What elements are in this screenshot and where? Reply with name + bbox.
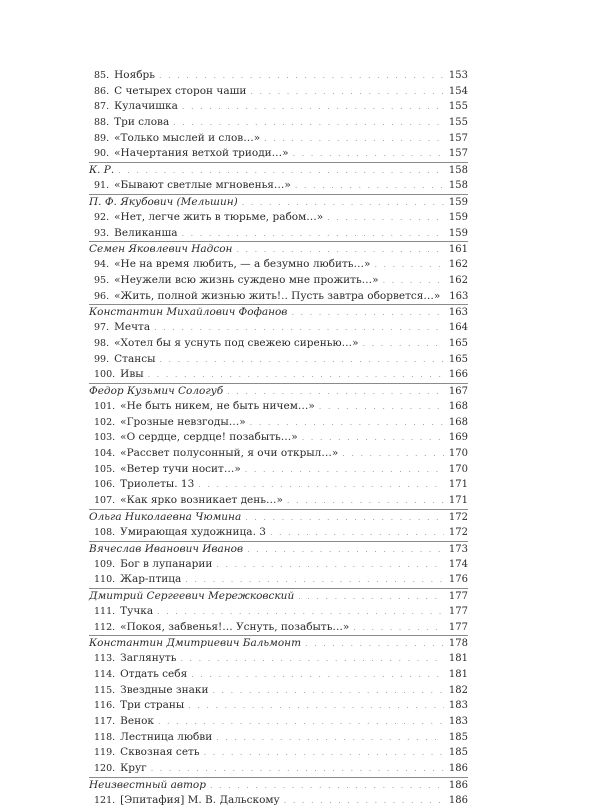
author-page-number: 167 (448, 386, 468, 397)
entry-title: Мечта (114, 321, 151, 334)
leader-dots (305, 636, 444, 651)
author-name: Константин Дмитриевич Бальмонт (89, 637, 302, 650)
toc-entry (89, 289, 468, 305)
entry-title: Заглянуть (120, 652, 177, 665)
entry-number: 93. (94, 227, 110, 239)
entry-title: Умирающая художница. 3 (120, 525, 266, 538)
leader-dots (363, 336, 444, 352)
entry-number: 110. (94, 574, 116, 586)
leader-dots (159, 352, 444, 368)
entry-title-wrap (89, 620, 349, 636)
entry-title: «Рассвет полусонный, я очи открыл…» (120, 447, 339, 460)
author-page-number: 159 (448, 196, 468, 208)
toc-section (89, 68, 468, 162)
leader-dots (158, 714, 444, 730)
entry-page-number: 162 (448, 259, 468, 271)
leader-dots (327, 210, 444, 226)
toc-entry (89, 430, 468, 446)
author-heading (89, 635, 468, 651)
toc-section (89, 635, 468, 777)
entry-title: [Эпитафия] М. В. Дальскому (120, 793, 280, 806)
entry-page-number: 172 (448, 526, 468, 538)
author-name: Дмитрий Сергеевич Мережковский (89, 589, 295, 602)
entry-title: Ивы (120, 368, 144, 381)
entry-title-wrap (89, 698, 184, 714)
entry-title-wrap (89, 131, 260, 147)
leader-dots (182, 226, 444, 242)
entry-page-number: 185 (448, 731, 468, 743)
entry-title-wrap (89, 68, 155, 84)
toc-entry (89, 320, 468, 336)
entry-title-wrap (89, 761, 147, 777)
entry-title: «О сердце, сердце! позабыть…» (120, 431, 298, 444)
leader-dots (204, 745, 444, 761)
leader-dots (270, 525, 444, 541)
toc-entry (89, 84, 468, 100)
entry-number: 109. (94, 558, 116, 570)
leader-dots (293, 146, 444, 162)
entry-title: Три страны (120, 699, 185, 712)
toc-entry (89, 477, 468, 493)
entry-title: «Как ярко возникает день…» (120, 494, 283, 507)
toc-entry (89, 620, 468, 636)
entry-title-wrap (89, 745, 200, 761)
leader-dots (210, 778, 444, 793)
entry-title-wrap (89, 477, 194, 493)
entry-number: 103. (94, 432, 116, 444)
entry-title-wrap (89, 493, 283, 509)
author-heading (89, 304, 468, 320)
toc-section (89, 304, 468, 383)
entry-page-number: 183 (448, 716, 468, 727)
entry-title: Венок (120, 715, 154, 727)
entry-page-number: 177 (448, 605, 468, 617)
entry-number: 85. (94, 70, 110, 81)
entry-number: 100. (94, 369, 116, 381)
toc-entry (89, 257, 468, 273)
author-page-number: 173 (448, 543, 468, 555)
toc-section (89, 194, 468, 241)
entry-number: 118. (94, 731, 116, 743)
entry-page-number: 159 (448, 211, 468, 223)
entry-title-wrap (89, 84, 246, 100)
entry-title-wrap (89, 714, 154, 730)
author-name: Семен Яковлевич Надсон (89, 243, 233, 256)
leader-dots (342, 446, 444, 462)
leader-dots (182, 99, 444, 115)
toc-entry (89, 572, 468, 588)
entry-title: Отдать себя (120, 667, 188, 680)
entry-number: 104. (94, 448, 116, 460)
leader-dots (236, 242, 444, 257)
leader-dots (245, 510, 444, 525)
toc-entry (89, 557, 468, 573)
entry-title: Великанша (114, 226, 178, 239)
leader-dots (191, 667, 444, 683)
toc-entry (89, 683, 468, 699)
entry-page-number: 155 (448, 117, 468, 129)
leader-dots (118, 163, 444, 178)
leader-dots (185, 572, 444, 588)
toc-entry (89, 462, 468, 478)
entry-page-number: 164 (448, 322, 468, 334)
entry-page-number: 168 (448, 401, 468, 412)
author-heading (89, 541, 468, 557)
entry-title: Тучка (120, 604, 154, 617)
entry-title-wrap (89, 683, 208, 699)
author-name: Вячеслав Иванович Иванов (89, 542, 244, 555)
leader-dots (212, 683, 444, 699)
entry-page-number: 186 (448, 763, 468, 775)
entry-number: 101. (94, 401, 116, 412)
author-heading (89, 241, 468, 257)
entry-title-wrap (89, 367, 144, 383)
entry-number: 88. (94, 117, 110, 129)
toc-section (89, 383, 468, 509)
author-page-number: 163 (448, 307, 468, 319)
entry-page-number: 169 (448, 432, 468, 444)
toc-section (89, 162, 468, 194)
entry-title: «Не на время любить, — а безумно любить…» (114, 258, 371, 271)
entry-title-wrap (89, 273, 379, 289)
entry-page-number: 171 (448, 495, 468, 507)
author-name: П. Ф. Якубович (Мельшин) (89, 195, 238, 208)
toc-entry (89, 178, 468, 194)
entry-title: Жар-птица (120, 573, 182, 586)
entry-title: Бог в лупанарии (120, 557, 213, 570)
entry-title-wrap (89, 430, 298, 446)
leader-dots (264, 131, 444, 147)
table-of-contents (89, 68, 468, 808)
entry-title: «Неужели всю жизнь суждено мне прожить…» (114, 273, 379, 286)
entry-title-wrap (89, 572, 181, 588)
entry-number: 102. (94, 416, 116, 428)
entry-title-wrap (89, 226, 178, 242)
toc-entry (89, 793, 468, 808)
entry-page-number: 162 (448, 274, 468, 286)
entry-number: 106. (94, 479, 116, 491)
entry-title-wrap (89, 399, 315, 415)
author-name: К. Р. (89, 164, 115, 177)
entry-number: 121. (94, 794, 116, 806)
entry-title-wrap (89, 320, 150, 336)
toc-entry (89, 667, 468, 683)
leader-dots (242, 195, 444, 210)
leader-dots (247, 542, 444, 557)
entry-number: 105. (94, 463, 116, 475)
entry-number: 115. (94, 684, 116, 696)
author-heading (89, 194, 468, 210)
toc-entry (89, 745, 468, 761)
author-page-number: 161 (448, 244, 468, 256)
entry-title: «Хотел бы я уснуть под свежею сиренью…» (114, 336, 359, 349)
entry-number: 117. (94, 716, 116, 727)
entry-number: 113. (94, 653, 116, 665)
toc-entry (89, 446, 468, 462)
entry-page-number: 170 (448, 448, 468, 460)
author-name: Неизвестный автор (89, 778, 206, 791)
entry-title-wrap (89, 462, 241, 478)
entry-title: Звездные знаки (120, 683, 209, 696)
entry-title: «Грозные невзгоды…» (120, 415, 246, 428)
entry-number: 89. (94, 132, 110, 144)
leader-dots (353, 620, 444, 636)
entry-number: 119. (94, 747, 116, 759)
entry-page-number: 166 (448, 369, 468, 381)
entry-page-number: 159 (448, 227, 468, 239)
entry-title-wrap (89, 557, 212, 573)
entry-page-number: 176 (448, 574, 468, 586)
entry-page-number: 157 (448, 132, 468, 144)
toc-entry (89, 131, 468, 147)
entry-page-number: 153 (448, 70, 468, 81)
entry-title: «Не быть никем, не быть ничем…» (120, 400, 315, 412)
toc-entry (89, 730, 468, 746)
entry-title: Сквозная сеть (120, 746, 200, 759)
toc-section (89, 241, 468, 304)
entry-title: Лестница любви (120, 730, 213, 743)
entry-number: 87. (94, 101, 110, 113)
entry-number: 86. (94, 85, 110, 97)
toc-entry (89, 115, 468, 131)
entry-number: 116. (94, 700, 116, 712)
toc-entry (89, 68, 468, 84)
entry-title: Стансы (114, 352, 156, 365)
toc-entry (89, 210, 468, 226)
entry-title-wrap (89, 730, 212, 746)
entry-title-wrap (89, 289, 440, 305)
entry-title: «Нет, легче жить в тюрьме, рабом…» (114, 210, 324, 223)
entry-title: Триолеты. 13 (120, 478, 195, 491)
toc-entry (89, 415, 468, 431)
leader-dots (374, 257, 444, 273)
entry-page-number: 171 (448, 479, 468, 491)
entry-page-number: 165 (448, 337, 468, 349)
entry-title-wrap (89, 793, 280, 808)
toc-entry (89, 604, 468, 620)
entry-title: Ноябрь (114, 69, 155, 81)
toc-entry (89, 714, 468, 730)
entry-title-wrap (89, 525, 266, 541)
author-name: Федор Кузьмич Сологуб (89, 385, 224, 397)
entry-page-number: 182 (448, 684, 468, 696)
leader-dots (227, 384, 444, 399)
entry-title-wrap (89, 178, 291, 194)
leader-dots (188, 698, 444, 714)
toc-entry (89, 273, 468, 289)
leader-dots (154, 320, 444, 336)
entry-title: С четырех сторон чаши (114, 84, 247, 97)
entry-title-wrap (89, 99, 178, 115)
entry-title: «Только мыслей и слов…» (114, 131, 261, 144)
entry-page-number: 177 (448, 621, 468, 633)
entry-title: «Покоя, забвенья!… Уснуть, позабыть…» (120, 620, 350, 633)
toc-entry (89, 525, 468, 541)
leader-dots (180, 651, 444, 667)
entry-number: 120. (94, 763, 116, 775)
author-heading (89, 777, 468, 793)
author-heading (89, 383, 468, 399)
entry-title-wrap (89, 257, 370, 273)
entry-number: 90. (94, 148, 110, 160)
leader-dots (302, 430, 444, 446)
toc-entry (89, 651, 468, 667)
entry-number: 99. (94, 353, 110, 365)
author-name: Ольга Николаевна Чюмина (89, 510, 242, 523)
entry-title: Круг (120, 762, 147, 775)
entry-title: «Бывают светлые мгновенья…» (114, 179, 291, 192)
entry-title-wrap (89, 115, 169, 131)
author-heading (89, 509, 468, 525)
leader-dots (250, 84, 444, 100)
entry-title: «Жить, полной жизнью жить!.. Пусть завтра оборвется…» (114, 289, 441, 302)
entry-title-wrap (89, 352, 155, 368)
leader-dots (250, 415, 444, 431)
toc-entry (89, 146, 468, 162)
entry-number: 94. (94, 259, 110, 271)
entry-page-number: 154 (448, 85, 468, 97)
entry-number: 96. (94, 290, 110, 302)
entry-number: 111. (94, 605, 116, 617)
entry-page-number: 181 (448, 668, 468, 680)
entry-page-number: 185 (448, 747, 468, 759)
toc-entry (89, 493, 468, 509)
entry-page-number: 174 (448, 558, 468, 570)
author-page-number: 186 (448, 779, 468, 791)
leader-dots (245, 462, 444, 478)
leader-dots (383, 273, 444, 289)
toc-entry (89, 352, 468, 368)
entry-title-wrap (89, 667, 187, 683)
leader-dots (216, 730, 444, 746)
entry-title-wrap (89, 604, 153, 620)
leader-dots (157, 604, 444, 620)
entry-page-number: 170 (448, 463, 468, 475)
leader-dots (151, 761, 444, 777)
leader-dots (287, 493, 444, 509)
entry-page-number: 183 (448, 700, 468, 712)
author-heading (89, 588, 468, 604)
entry-page-number: 163 (449, 290, 469, 302)
entry-number: 95. (94, 274, 110, 286)
leader-dots (198, 477, 444, 493)
toc-section (89, 541, 468, 588)
entry-title: «Ветер тучи носит…» (120, 462, 241, 475)
entry-page-number: 157 (448, 148, 468, 160)
leader-dots (148, 367, 444, 383)
toc-entry (89, 99, 468, 115)
toc-entry (89, 367, 468, 383)
entry-title: Кулачишка (114, 100, 178, 113)
toc-section (89, 588, 468, 635)
entry-title-wrap (89, 210, 323, 226)
entry-title-wrap (89, 146, 289, 162)
toc-section (89, 777, 468, 808)
author-page-number: 158 (448, 165, 468, 177)
toc-entry (89, 698, 468, 714)
entry-page-number: 168 (448, 416, 468, 428)
entry-page-number: 158 (448, 180, 468, 192)
entry-number: 107. (94, 495, 116, 507)
entry-title-wrap (89, 651, 176, 667)
entry-page-number: 181 (448, 653, 468, 665)
entry-page-number: 165 (448, 353, 468, 365)
toc-entry (89, 399, 468, 415)
entry-title: «Начертания ветхой триоди…» (114, 147, 289, 160)
author-heading (89, 162, 468, 178)
leader-dots (295, 178, 444, 194)
leader-dots (298, 589, 444, 604)
toc-entry (89, 226, 468, 242)
leader-dots (216, 557, 444, 573)
author-name: Константин Михайлович Фофанов (89, 306, 288, 319)
entry-number: 91. (94, 180, 110, 192)
toc-entry (89, 761, 468, 777)
author-page-number: 172 (448, 511, 468, 523)
entry-number: 114. (94, 668, 116, 680)
leader-dots (173, 115, 444, 131)
entry-title-wrap (89, 446, 338, 462)
entry-title-wrap (89, 336, 359, 352)
entry-title-wrap (89, 415, 246, 431)
entry-title: Три слова (114, 116, 170, 129)
entry-number: 97. (94, 322, 110, 334)
entry-number: 108. (94, 526, 116, 538)
leader-dots (291, 305, 444, 320)
author-page-number: 177 (448, 590, 468, 602)
entry-number: 92. (94, 211, 110, 223)
toc-section (89, 509, 468, 541)
leader-dots (159, 68, 444, 84)
leader-dots (284, 793, 444, 808)
author-page-number: 178 (448, 638, 468, 650)
entry-number: 112. (94, 621, 116, 633)
toc-entry (89, 336, 468, 352)
entry-number: 98. (94, 337, 110, 349)
leader-dots (319, 399, 444, 415)
entry-page-number: 155 (448, 101, 468, 113)
entry-page-number: 186 (448, 794, 468, 806)
